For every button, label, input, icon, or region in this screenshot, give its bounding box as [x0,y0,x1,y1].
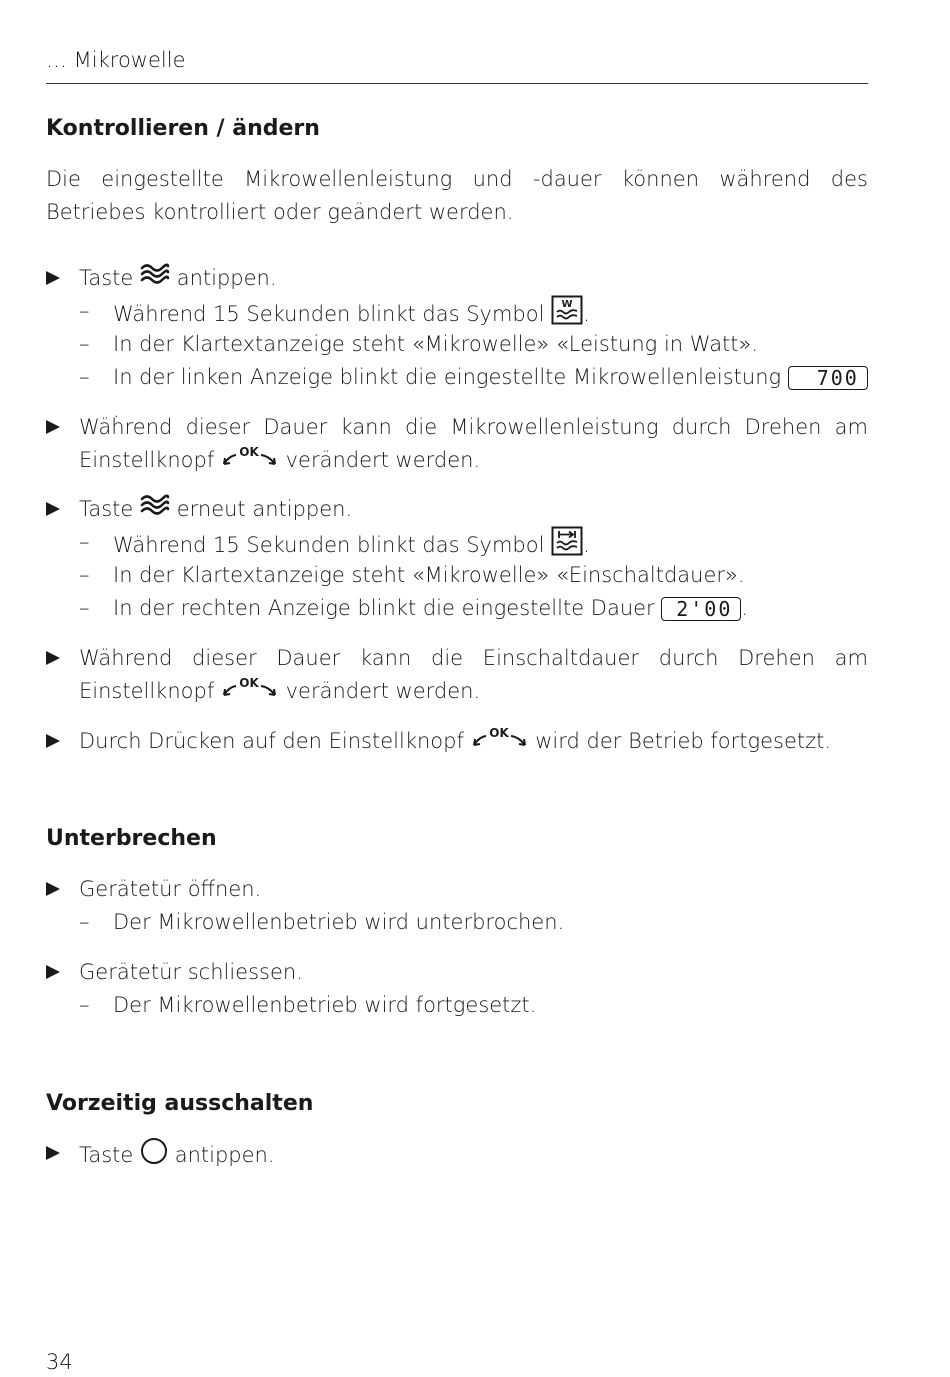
step-press-off-key [46,1137,868,1175]
dash-marker: – [79,596,90,620]
bullet-arrow-icon [46,725,60,758]
dash-marker: – [79,563,90,587]
step-text: Gerätetür schliessen. [79,960,303,984]
step-press-microwave-key [46,262,868,296]
dash-marker: – [79,993,90,1017]
header-title: … Mikrowelle [46,48,186,72]
substep-text-after: . [113,398,120,422]
dash-marker: – [79,299,90,323]
substep-text: Der Mikrowellenbetrieb wird fortgesetzt. [113,993,537,1017]
ok-knob-icon [221,444,279,478]
step-text-before: Durch Drücken auf den Einstellknopf [79,729,464,753]
running-header [46,45,868,75]
step-text: Gerätetür öffnen. [79,877,262,901]
substep-text: In der rechten Anzeige blinkt die eingestellte Dauer [113,596,655,620]
step-text-after: antippen. [174,1143,275,1167]
substep-text-after: . [583,533,590,557]
substep-continued [79,989,868,1022]
section-heading-unterbrechen: Unterbrechen [46,826,217,851]
step-text-before: Während dieser Dauer kann die Einschaltdauer durch Drehen am Einstellknopf [79,646,868,703]
substep-interrupted [79,906,868,939]
substep-klartext-duration [79,559,868,592]
svg-text:OK: OK [239,445,259,459]
dash-marker: – [79,365,90,389]
microwave-waves-icon [140,493,170,527]
step-text-before: Taste [79,497,134,521]
step-resume [46,725,868,759]
step-text-after: wird der Betrieb fortgesetzt. [535,729,832,753]
substep-text-after: . [583,302,590,326]
substep-klartext [79,328,868,361]
substep-text: Während 15 Sekunden blinkt das Symbol [113,533,545,557]
substep-right-display [79,592,868,625]
step-text-after: verändert werden. [285,448,481,472]
section-heading-vorzeitig: Vorzeitig ausschalten [46,1091,314,1116]
substep-text: In der Klartextanzeige steht «Mikrowelle» «Einschaltdauer». [113,563,745,587]
bullet-arrow-icon [46,411,60,444]
step-text-before: Während dieser Dauer kann die Mikrowellenleistung durch Drehen am Einstellknopf [79,415,868,472]
substep-text: Während 15 Sekunden blinkt das Symbol [113,302,545,326]
page-number: 34 [46,1350,73,1374]
microwave-waves-icon [140,262,170,296]
step-close-door [46,956,868,989]
off-circle-icon [140,1137,168,1175]
dash-marker: – [79,910,90,934]
dash-marker: – [79,530,90,554]
substep-text-after: . [741,596,749,620]
ok-knob-icon [221,675,279,709]
step-text-after: erneut antippen. [176,497,353,521]
step-text-after: antippen. [176,266,277,290]
step-change-duration [46,642,868,709]
substep-text: In der linken Anzeige blinkt die eingestellte Mikrowellenleistung [113,365,782,389]
svg-text:OK: OK [488,726,509,740]
dash-marker: – [79,332,90,356]
step-text-after: verändert werden. [285,679,481,703]
section-heading-kontrollieren: Kontrollieren / ändern [46,116,320,141]
substep-text: In der Klartextanzeige steht «Mikrowelle» «Leistung in Watt». [113,332,759,356]
duration-display: 2'00 [661,597,741,621]
svg-text:W: W [561,299,573,310]
bullet-arrow-icon [46,956,60,989]
svg-text:OK: OK [239,676,259,690]
bullet-arrow-icon [46,873,60,906]
step-press-microwave-key-again [46,493,868,527]
power-display: 700 [788,366,868,390]
bullet-arrow-icon [46,642,60,675]
step-text-before: Taste [79,266,134,290]
header-rule [46,83,868,84]
step-open-door [46,873,868,906]
intro-paragraph: Die eingestellte Mikrowellenleistung und -dauer können während des Betriebes kontrolliert oder geändert werden. [46,167,868,224]
substep-text: Der Mikrowellenbetrieb wird unterbrochen. [113,910,565,934]
step-change-power [46,411,868,478]
ok-knob-icon [471,725,529,759]
bullet-arrow-icon [46,493,60,526]
bullet-arrow-icon [46,1137,60,1170]
step-text-before: Taste [79,1143,134,1167]
bullet-arrow-icon [46,262,60,295]
